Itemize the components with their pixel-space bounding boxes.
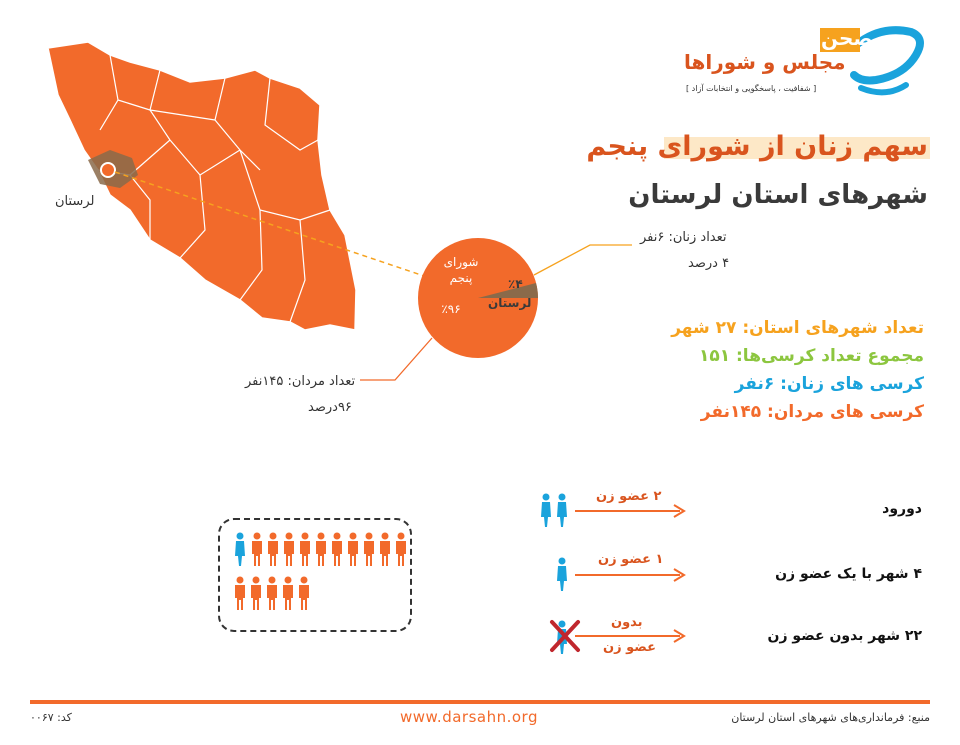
row1-label: دورود [882,501,922,517]
woman-icon [557,558,567,592]
footer-divider [30,700,930,704]
page-subtitle: شهرهای استان لرستان [628,180,928,210]
pie-center-title: شورای پنجم [443,255,479,285]
woman-icon [557,494,567,528]
men-percent: ۹۶درصد [308,400,352,415]
women-percent: ۴ درصد [688,256,730,271]
row2-label: ۴ شهر با یک عضو زن [775,566,922,582]
woman-icon [541,494,551,528]
pie-women-label: لرستان [488,296,532,310]
row2-arrow-label: ۱ عضو زن [598,552,664,567]
stat-women-seats: کرسی های زنان: ۶نفر [734,374,924,394]
logo-text-main: صحن [821,26,873,50]
footer-website-link[interactable]: www.darsahn.org [400,708,538,726]
map-label-lorestan: لرستان [55,194,95,209]
men-count: تعداد مردان: ۱۴۵نفر [245,374,356,389]
cross-icon [552,622,578,650]
footer-code: کد: ۰۰۶۷ [30,711,72,724]
women-count: تعداد زنان: ۶نفر [640,230,727,245]
row1-arrow-label: ۲ عضو زن [596,489,662,504]
stat-total-seats: مجموع تعداد کرسی‌ها: ۱۵۱ [698,346,924,366]
page-title: سهم زنان از شورای پنجم [586,131,928,162]
stat-men-seats: کرسی های مردان: ۱۴۵نفر [700,402,924,422]
figures-box [218,518,412,632]
row3-arrow-label-line2: عضو زن [603,640,656,655]
row3-arrow-label-line1: بدون [611,615,643,630]
logo-tagline: [ شفافیت ، پاسخگویی و انتخابات آزاد ] [686,84,817,93]
footer-source: منبع: فرمانداری‌های شهرهای استان لرستان [731,711,930,724]
pie-men-percent: ٪۹۶ [441,302,461,316]
stat-cities-count: تعداد شهرهای استان: ۲۷ شهر [671,318,924,338]
logo-text-secondary: مجلس و شوراها [684,50,846,74]
pie-women-percent: ٪۴ [508,277,523,291]
row3-label: ۲۲ شهر بدون عضو زن [767,628,922,644]
